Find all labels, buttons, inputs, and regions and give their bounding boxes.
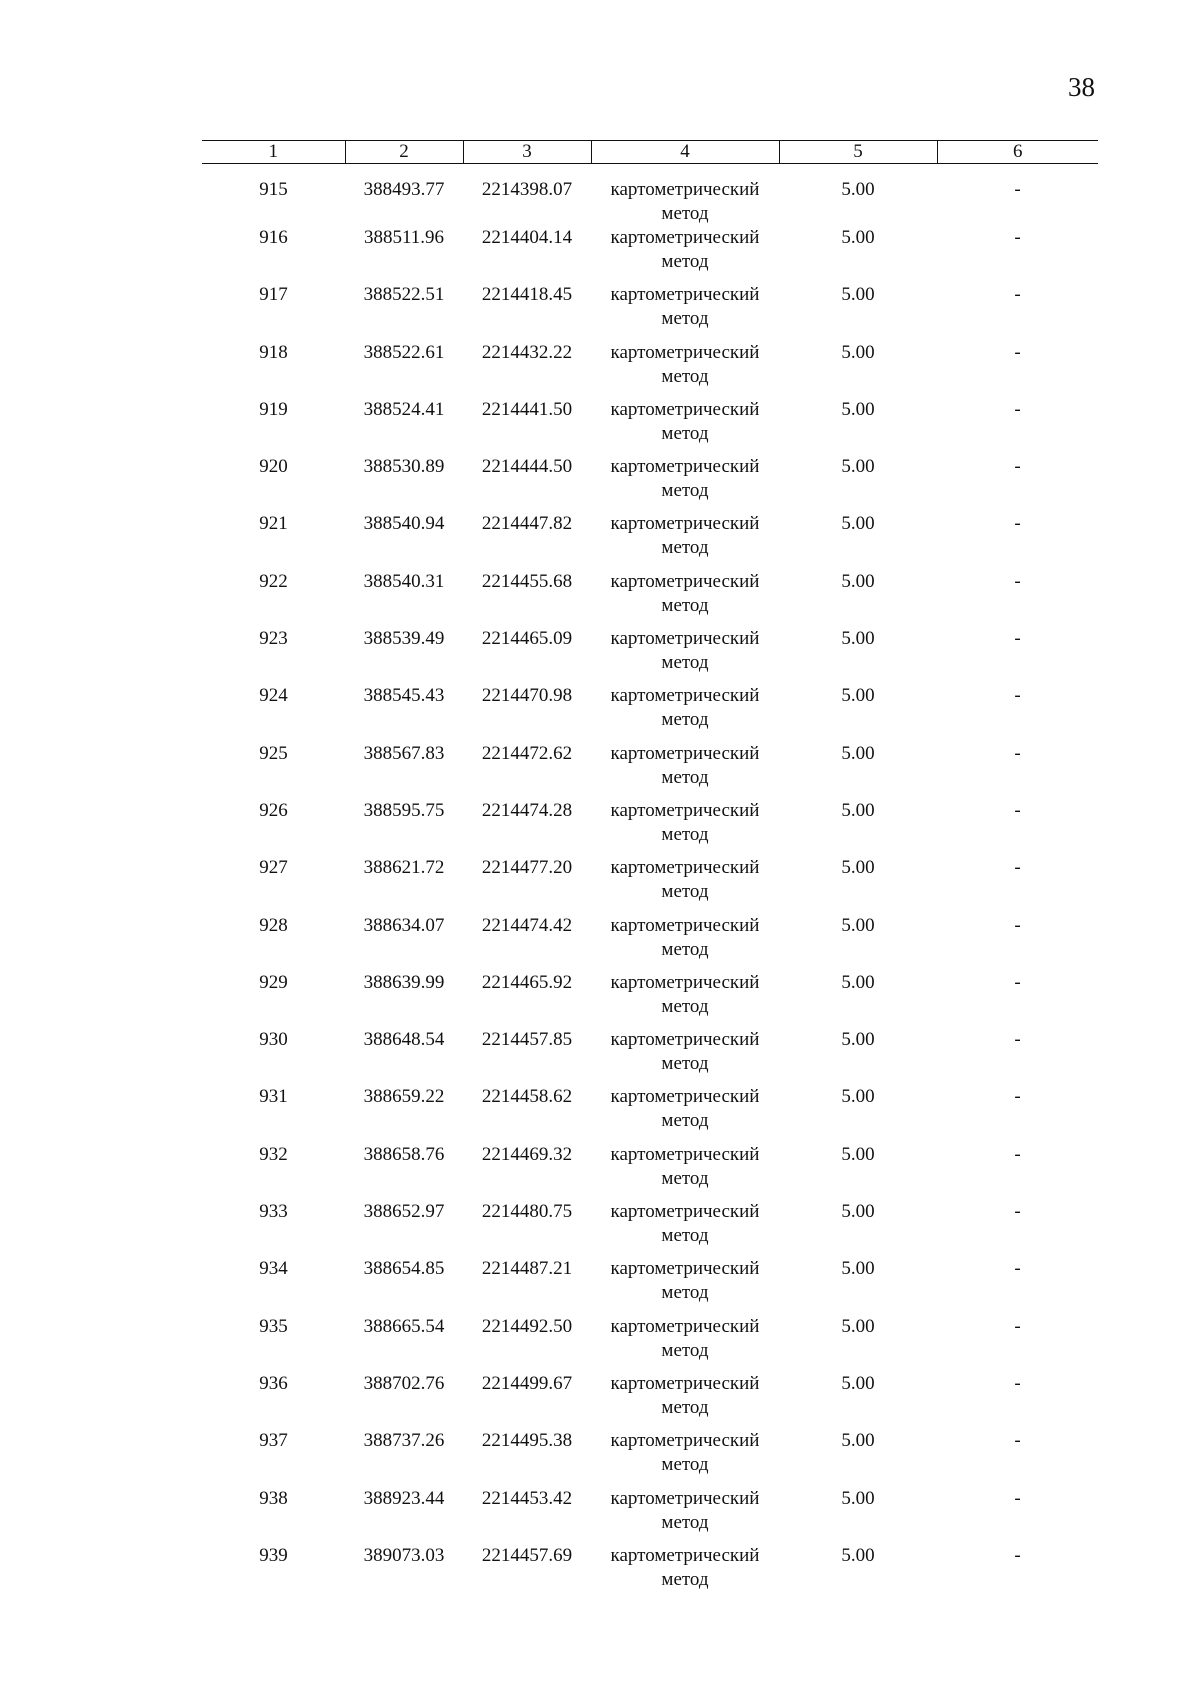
point-number-cell: 938 xyxy=(259,1487,288,1509)
method-line-2: метод xyxy=(661,422,709,444)
point-number-cell: 923 xyxy=(259,628,288,650)
method-cell xyxy=(591,455,779,512)
note-cell: - xyxy=(1014,799,1021,821)
accuracy-cell: 5.00 xyxy=(841,1430,875,1452)
method-line-1: картометрический xyxy=(610,685,760,707)
method-line-1: картометрический xyxy=(610,227,760,248)
y-coordinate-cell: 2214457.69 xyxy=(481,1544,573,1566)
table-row xyxy=(202,1085,1098,1142)
note-cell: - xyxy=(1014,284,1021,306)
method-cell xyxy=(591,914,779,971)
table-row xyxy=(202,1544,1098,1601)
coordinates-table xyxy=(202,140,1098,1601)
accuracy-cell: 5.00 xyxy=(841,456,875,478)
table-body xyxy=(202,164,1098,1602)
method-line-2: метод xyxy=(661,1454,709,1476)
accuracy-cell: 5.00 xyxy=(841,179,875,200)
note-cell: - xyxy=(1014,1143,1021,1165)
point-number-cell: 918 xyxy=(259,341,288,363)
table-header xyxy=(202,141,1098,164)
method-cell xyxy=(591,684,779,741)
accuracy-cell: 5.00 xyxy=(841,1315,875,1337)
method-line-1: картометрический xyxy=(610,1258,760,1280)
accuracy-cell: 5.00 xyxy=(841,1372,875,1394)
note-cell: - xyxy=(1014,179,1021,200)
accuracy-cell: 5.00 xyxy=(841,1258,875,1280)
method-line-2: метод xyxy=(661,823,709,845)
note-cell: - xyxy=(1014,341,1021,363)
point-number-cell: 931 xyxy=(259,1086,288,1108)
note-cell: - xyxy=(1014,1487,1021,1509)
table-row xyxy=(202,971,1098,1028)
method-line-1: картометрический xyxy=(610,742,760,764)
method-cell xyxy=(591,1143,779,1200)
accuracy-cell: 5.00 xyxy=(841,685,875,707)
accuracy-cell: 5.00 xyxy=(841,971,875,993)
note-cell: - xyxy=(1014,456,1021,478)
y-coordinate-cell: 2214492.50 xyxy=(481,1315,573,1337)
note-cell: - xyxy=(1014,1430,1021,1452)
x-coordinate-cell: 388540.94 xyxy=(363,513,445,535)
x-coordinate-cell: 388595.75 xyxy=(363,799,445,821)
method-line-1: картометрический xyxy=(610,1201,760,1223)
x-coordinate-cell: 388522.51 xyxy=(363,284,445,306)
header-row xyxy=(202,141,1098,164)
table-row xyxy=(202,684,1098,741)
table-row xyxy=(202,1143,1098,1200)
method-cell xyxy=(591,1257,779,1314)
note-cell: - xyxy=(1014,1201,1021,1223)
method-line-2: метод xyxy=(661,1225,709,1247)
note-cell: - xyxy=(1014,570,1021,592)
y-coordinate-cell: 2214453.42 xyxy=(481,1487,573,1509)
table-row xyxy=(202,570,1098,627)
method-line-2: метод xyxy=(661,1110,709,1132)
note-cell: - xyxy=(1014,1086,1021,1108)
method-cell xyxy=(591,570,779,627)
point-number-cell: 929 xyxy=(259,971,288,993)
y-coordinate-cell: 2214458.62 xyxy=(481,1086,573,1108)
point-number-cell: 933 xyxy=(259,1201,288,1223)
method-cell xyxy=(591,1200,779,1257)
method-line-2: метод xyxy=(661,1339,709,1361)
accuracy-cell: 5.00 xyxy=(841,914,875,936)
point-number-cell: 926 xyxy=(259,799,288,821)
point-number-cell: 921 xyxy=(259,513,288,535)
table-row xyxy=(202,341,1098,398)
method-line-2: метод xyxy=(661,652,709,674)
method-line-2: метод xyxy=(661,709,709,731)
y-coordinate-cell: 2214441.50 xyxy=(481,398,573,420)
note-cell: - xyxy=(1014,742,1021,764)
method-line-1: картометрический xyxy=(610,1143,760,1165)
y-coordinate-cell: 2214487.21 xyxy=(481,1258,573,1280)
note-cell: - xyxy=(1014,1315,1021,1337)
note-cell: - xyxy=(1014,398,1021,420)
table-row xyxy=(202,627,1098,684)
x-coordinate-cell: 388634.07 xyxy=(363,914,445,936)
accuracy-cell: 5.00 xyxy=(841,513,875,535)
header-col-1: 1 xyxy=(202,141,345,164)
point-number-cell: 919 xyxy=(259,398,288,420)
table-row xyxy=(202,512,1098,569)
note-cell: - xyxy=(1014,857,1021,879)
y-coordinate-cell: 2214474.42 xyxy=(481,914,573,936)
method-cell xyxy=(591,1372,779,1429)
method-line-1: картометрический xyxy=(610,179,760,200)
point-number-cell: 927 xyxy=(259,857,288,879)
method-line-2: метод xyxy=(661,881,709,903)
accuracy-cell: 5.00 xyxy=(841,628,875,650)
table-row xyxy=(202,455,1098,512)
y-coordinate-cell: 2214470.98 xyxy=(481,685,573,707)
method-line-2: метод xyxy=(661,480,709,502)
y-coordinate-cell: 2214499.67 xyxy=(481,1372,573,1394)
x-coordinate-cell: 388545.43 xyxy=(363,685,445,707)
x-coordinate-cell: 388659.22 xyxy=(363,1086,445,1108)
x-coordinate-cell: 388639.99 xyxy=(363,971,445,993)
x-coordinate-cell: 388621.72 xyxy=(363,857,445,879)
point-number-cell: 920 xyxy=(259,456,288,478)
header-col-6: 6 xyxy=(937,141,1098,164)
method-line-2: метод xyxy=(661,766,709,788)
header-col-3: 3 xyxy=(463,141,591,164)
point-number-cell: 939 xyxy=(259,1544,288,1566)
method-cell xyxy=(591,1028,779,1085)
accuracy-cell: 5.00 xyxy=(841,227,875,248)
note-cell: - xyxy=(1014,1372,1021,1394)
note-cell: - xyxy=(1014,1029,1021,1051)
y-coordinate-cell: 2214457.85 xyxy=(481,1029,573,1051)
x-coordinate-cell: 388530.89 xyxy=(363,456,445,478)
method-line-1: картометрический xyxy=(610,628,760,650)
table-row xyxy=(202,1429,1098,1486)
method-cell xyxy=(591,971,779,1028)
note-cell: - xyxy=(1014,971,1021,993)
header-col-2: 2 xyxy=(345,141,463,164)
table-row xyxy=(202,856,1098,913)
accuracy-cell: 5.00 xyxy=(841,1029,875,1051)
method-line-2: метод xyxy=(661,1511,709,1533)
x-coordinate-cell: 388658.76 xyxy=(363,1143,445,1165)
x-coordinate-cell: 388539.49 xyxy=(363,628,445,650)
method-cell xyxy=(591,341,779,398)
y-coordinate-cell: 2214474.28 xyxy=(481,799,573,821)
method-cell xyxy=(591,856,779,913)
y-coordinate-cell: 2214472.62 xyxy=(481,742,573,764)
x-coordinate-cell: 388923.44 xyxy=(363,1487,445,1509)
table-row xyxy=(202,164,1098,227)
method-line-1: картометрический xyxy=(610,513,760,535)
method-line-1: картометрический xyxy=(610,799,760,821)
accuracy-cell: 5.00 xyxy=(841,284,875,306)
note-cell: - xyxy=(1014,1258,1021,1280)
point-number-cell: 928 xyxy=(259,914,288,936)
x-coordinate-cell: 388493.77 xyxy=(363,179,445,200)
method-line-1: картометрический xyxy=(610,1315,760,1337)
table-row xyxy=(202,1257,1098,1314)
header-col-4: 4 xyxy=(591,141,779,164)
y-coordinate-cell: 2214447.82 xyxy=(481,513,573,535)
accuracy-cell: 5.00 xyxy=(841,570,875,592)
method-line-1: картометрический xyxy=(610,1487,760,1509)
note-cell: - xyxy=(1014,513,1021,535)
x-coordinate-cell: 388524.41 xyxy=(363,398,445,420)
x-coordinate-cell: 388737.26 xyxy=(363,1430,445,1452)
method-line-1: картометрический xyxy=(610,398,760,420)
x-coordinate-cell: 388567.83 xyxy=(363,742,445,764)
y-coordinate-cell: 2214495.38 xyxy=(481,1430,573,1452)
method-cell xyxy=(591,1315,779,1372)
table-row xyxy=(202,1315,1098,1372)
method-cell xyxy=(591,398,779,455)
point-number-cell: 932 xyxy=(259,1143,288,1165)
accuracy-cell: 5.00 xyxy=(841,1201,875,1223)
x-coordinate-cell: 388511.96 xyxy=(363,227,445,248)
method-line-1: картометрический xyxy=(610,971,760,993)
method-line-1: картометрический xyxy=(610,284,760,306)
method-line-1: картометрический xyxy=(610,1430,760,1452)
method-line-1: картометрический xyxy=(610,914,760,936)
header-col-5: 5 xyxy=(779,141,937,164)
x-coordinate-cell: 388654.85 xyxy=(363,1258,445,1280)
method-cell xyxy=(591,1429,779,1486)
y-coordinate-cell: 2214432.22 xyxy=(481,341,573,363)
point-number-cell: 925 xyxy=(259,742,288,764)
table-row xyxy=(202,398,1098,455)
method-line-1: картометрический xyxy=(610,456,760,478)
table-row xyxy=(202,799,1098,856)
page-number: 38 xyxy=(1068,72,1095,102)
note-cell: - xyxy=(1014,1544,1021,1566)
y-coordinate-cell: 2214404.14 xyxy=(481,227,573,248)
point-number-cell: 917 xyxy=(259,284,288,306)
accuracy-cell: 5.00 xyxy=(841,398,875,420)
method-cell xyxy=(591,1085,779,1142)
method-line-1: картометрический xyxy=(610,1086,760,1108)
accuracy-cell: 5.00 xyxy=(841,1143,875,1165)
method-line-2: метод xyxy=(661,594,709,616)
method-line-2: метод xyxy=(661,308,709,330)
method-cell xyxy=(591,512,779,569)
note-cell: - xyxy=(1014,628,1021,650)
y-coordinate-cell: 2214465.09 xyxy=(481,628,573,650)
x-coordinate-cell: 388522.61 xyxy=(363,341,445,363)
note-cell: - xyxy=(1014,914,1021,936)
method-line-2: метод xyxy=(661,251,709,272)
method-line-1: картометрический xyxy=(610,857,760,879)
point-number-cell: 935 xyxy=(259,1315,288,1337)
method-line-2: метод xyxy=(661,1396,709,1418)
table-row xyxy=(202,914,1098,971)
y-coordinate-cell: 2214398.07 xyxy=(481,179,573,200)
x-coordinate-cell: 388652.97 xyxy=(363,1201,445,1223)
method-line-1: картометрический xyxy=(610,341,760,363)
y-coordinate-cell: 2214477.20 xyxy=(481,857,573,879)
method-cell xyxy=(591,164,779,227)
y-coordinate-cell: 2214418.45 xyxy=(481,284,573,306)
method-line-2: метод xyxy=(661,203,709,224)
table-row xyxy=(202,283,1098,340)
point-number-cell: 922 xyxy=(259,570,288,592)
note-cell: - xyxy=(1014,227,1021,248)
method-line-2: метод xyxy=(661,1053,709,1075)
method-line-2: метод xyxy=(661,995,709,1017)
accuracy-cell: 5.00 xyxy=(841,1544,875,1566)
point-number-cell: 934 xyxy=(259,1258,288,1280)
method-line-2: метод xyxy=(661,938,709,960)
method-line-1: картометрический xyxy=(610,1544,760,1566)
table-row xyxy=(202,742,1098,799)
table-row xyxy=(202,1200,1098,1257)
method-cell xyxy=(591,742,779,799)
accuracy-cell: 5.00 xyxy=(841,1487,875,1509)
method-line-2: метод xyxy=(661,365,709,387)
method-cell xyxy=(591,627,779,684)
accuracy-cell: 5.00 xyxy=(841,857,875,879)
x-coordinate-cell: 388540.31 xyxy=(363,570,445,592)
x-coordinate-cell: 388665.54 xyxy=(363,1315,445,1337)
y-coordinate-cell: 2214469.32 xyxy=(481,1143,573,1165)
table-row xyxy=(202,1487,1098,1544)
accuracy-cell: 5.00 xyxy=(841,341,875,363)
y-coordinate-cell: 2214465.92 xyxy=(481,971,573,993)
method-line-2: метод xyxy=(661,1568,709,1590)
y-coordinate-cell: 2214480.75 xyxy=(481,1201,573,1223)
method-cell xyxy=(591,226,779,283)
x-coordinate-cell: 388648.54 xyxy=(363,1029,445,1051)
accuracy-cell: 5.00 xyxy=(841,1086,875,1108)
point-number-cell: 936 xyxy=(259,1372,288,1394)
method-line-2: метод xyxy=(661,1282,709,1304)
point-number-cell: 915 xyxy=(259,179,288,200)
method-line-1: картометрический xyxy=(610,1372,760,1394)
note-cell: - xyxy=(1014,685,1021,707)
x-coordinate-cell: 388702.76 xyxy=(363,1372,445,1394)
table-row xyxy=(202,1028,1098,1085)
y-coordinate-cell: 2214455.68 xyxy=(481,570,573,592)
method-line-1: картометрический xyxy=(610,570,760,592)
point-number-cell: 924 xyxy=(259,685,288,707)
point-number-cell: 916 xyxy=(259,227,288,248)
y-coordinate-cell: 2214444.50 xyxy=(481,456,573,478)
point-number-cell: 937 xyxy=(259,1430,288,1452)
method-cell xyxy=(591,283,779,340)
table-row xyxy=(202,1372,1098,1429)
accuracy-cell: 5.00 xyxy=(841,742,875,764)
method-line-1: картометрический xyxy=(610,1029,760,1051)
method-cell xyxy=(591,799,779,856)
x-coordinate-cell: 389073.03 xyxy=(363,1544,445,1566)
method-line-2: метод xyxy=(661,537,709,559)
method-cell xyxy=(591,1487,779,1544)
point-number-cell: 930 xyxy=(259,1029,288,1051)
method-cell xyxy=(591,1544,779,1601)
table-row xyxy=(202,226,1098,283)
accuracy-cell: 5.00 xyxy=(841,799,875,821)
method-line-2: метод xyxy=(661,1167,709,1189)
